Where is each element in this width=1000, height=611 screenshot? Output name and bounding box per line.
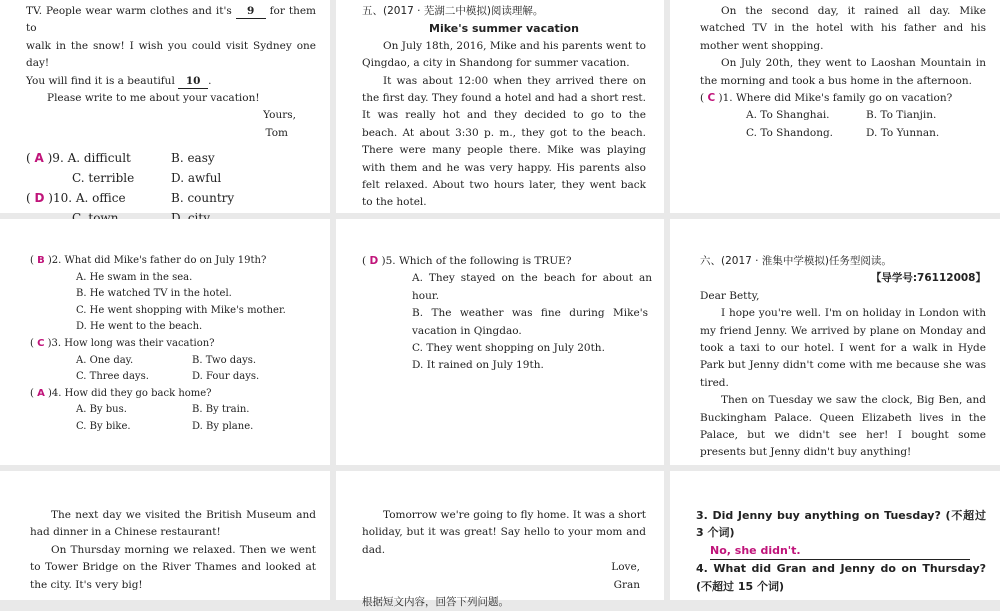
section-heading: 六、(2017 · 淮集中学模拟)任务型阅读。 [700,255,892,267]
text-line: Please write to me about your vacation! [47,92,260,105]
text-line: walk in the snow! I wish you could visit Sydney one day! [26,39,316,70]
question-5: ( D )5. Which of the following is TRUE? A. They stayed on the beach for about an hour. B. The weather was fine during Mike's vacation in Qingdao. C. They went shopping on July 20th. D. It rained on July 19th. [362,253,652,375]
option: D. Four days. [192,371,260,383]
option: B. He watched TV in the hotel. [76,288,232,300]
option: D. He went to the beach. [76,321,203,333]
text-line: You will find it is a beautiful [26,74,175,87]
paragraph: Tomorrow we're going to fly home. It was a short holiday, but it was great! Say hello to your mom and dad. [362,509,646,556]
text-line: . [208,74,212,87]
answer-10: D [34,191,45,206]
panel-questions-2-4 [0,219,330,465]
option: C. They went shopping on July 20th. [412,342,605,355]
option: C. He went shopping with Mike's mother. [76,304,286,316]
paragraph: It was about 12:00 when they arrived there on the first day. They found a hotel and had a short rest. It was really hot and they decided to go to the beach. At about 3:30 p. m., they got to the beach. There were many people there. Mike was playing with them and he was very happy. His parents also felt relaxed. About two hours later, they went back to the hotel. [362,74,646,209]
option: A. He swam in the sea. [76,271,193,283]
paragraph: On July 18th, 2016, Mike and his parents went to Qingdao, a city in Shandong for summer vacation. [362,39,646,70]
question-4-text: 4. What did Gran and Jenny do on Thursday? (不超过 15 个词) [696,562,986,593]
option: C. To Shandong. [746,126,834,139]
paragraph: On Thursday morning we relaxed. Then we went to Tower Bridge on the River Thames and looked at the city. It's very big! [30,543,316,591]
panel-reading-5-cont [670,0,1000,213]
answer-2: B [37,255,45,266]
option: A. By bus. [76,404,127,416]
question-10: ( D )10. A. office B. country [26,188,316,228]
letter-closing: Yours, [263,109,296,122]
question-1: ( C )1. Where did Mike's family go on vacation? A. To Shanghai. B. To Tianjin. C. To Shandong. D. To Yunnan. [700,90,986,142]
option: B. easy [171,151,215,166]
section-heading: 五、(2017 · 芜湖二中模拟)阅读理解。 [362,5,544,17]
option: B. To Tianjin. [866,109,937,122]
option: C. terrible [72,171,135,186]
answer-3-line: No, she didn't. [710,542,970,560]
instruction: 根据短文内容，回答下列问题。 [362,596,509,609]
text-line: TV. People wear warm clothes and it's [26,5,232,17]
option: A. One day. [76,354,134,366]
option: B. The weather was fine during Mike's vacation in Qingdao. [412,307,648,337]
paragraph: The next day we visited the British Museum and had dinner in a Chinese restaurant! [30,509,316,539]
panel-letter-cont [0,471,330,600]
option: B. country [171,191,235,206]
option: B. By train. [192,404,250,416]
option: A. To Shanghai. [746,109,830,122]
option: D. It rained on July 19th. [412,359,544,372]
question-9: ( A )9. A. difficult B. easy C. terrible D. awful [26,148,316,188]
question-3: ( C )3. How long was their vacation? A. One day. B. Two days. C. Three days. D. Four days. [30,336,316,386]
panel-answers [670,471,1000,600]
option: C. Three days. [76,371,149,383]
text-line: for them to [26,5,317,35]
answer-9: A [34,151,44,166]
letter-signature: Gran [613,578,640,591]
question-3-text: 3. Did Jenny buy anything on Tuesday? (不超过 3 个词) [696,509,986,540]
blank-10: 10 [178,75,208,89]
paragraph: On July 20th, they went to Laoshan Mountain in the morning and took a bus home in the afternoon. [700,57,986,87]
panel-task-reading [670,219,1000,465]
answer-1: C [707,92,716,105]
panel-reading-5 [336,0,664,213]
doc-reference: 【导学号:76112008】 [870,272,986,285]
option: D. By plane. [192,420,254,432]
question-2: ( B )2. What did Mike's father do on July 19th? A. He swam in the sea. B. He watched TV in the hotel. C. He went shopping with Mike's mother. D. He went to the beach. [30,253,316,336]
answer-3: C [37,337,45,349]
blank-9: 9 [236,5,266,19]
panel-letter-end [0,0,330,213]
option: B. Two days. [192,354,257,366]
letter-greeting: Dear Betty, [700,289,760,302]
option: D. awful [171,171,222,186]
panel-question-5 [336,219,664,465]
option: C. By bike. [76,420,131,432]
panel-letter-end-2 [336,471,664,609]
option: A. They stayed on the beach for about an hour. [412,272,652,302]
paragraph: On the second day, it rained all day. Mike watched TV in the hotel with his father and his mother went shopping. [700,5,986,52]
letter-signature: Tom [265,126,288,139]
paragraph: Then on Tuesday we saw the clock, Big Ben, and Buckingham Palace. Queen Elizabeth lives in the Palace, but we didn't see her! I bought some presents but Jenny didn't buy anything! [700,394,986,459]
answer-5: D [369,255,379,267]
paragraph: I hope you're well. I'm on holiday in London with my friend Jenny. We arrived by plane on Monday and took a taxi to our hotel. I went for a walk in Hyde Park but Jenny didn't come with me because she was tired. [700,307,986,389]
question-4: ( A )4. How did they go back home? A. By bus. B. By train. C. By bike. D. By plane. [30,386,316,436]
answer-4: A [37,387,45,399]
passage-title: Mike's summer vacation [429,22,579,36]
letter-closing: Love, [611,561,640,574]
option: D. To Yunnan. [866,126,940,139]
